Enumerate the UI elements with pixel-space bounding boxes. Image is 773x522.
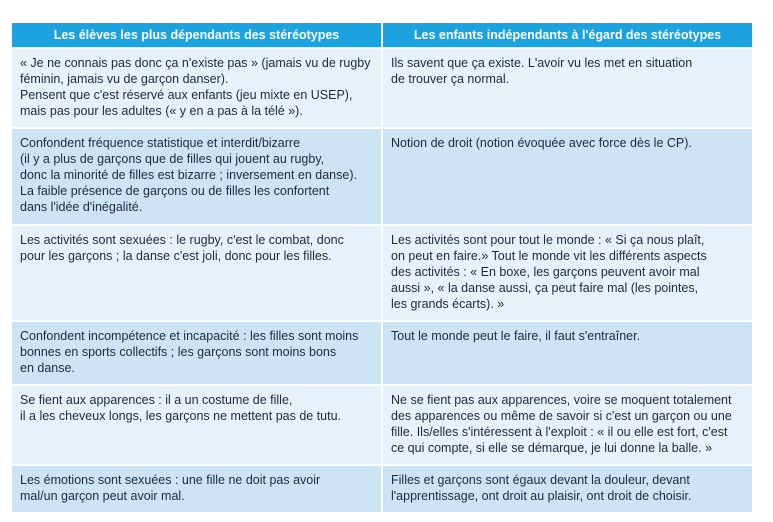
cell-line: il a les cheveux longs, les garçons ne mettent pas de tutu.: [20, 409, 342, 423]
cell-line: des apparences ou même de savoir si c'est un garçon ou une: [391, 409, 732, 423]
cell-independent: [382, 48, 752, 128]
cell-line: mais pas pour les adultes (« y en a pas à la télé »).: [20, 104, 303, 118]
cell-line: aussi », « la danse aussi, ça peut faire mal (les pointes,: [391, 281, 699, 295]
table-row: [12, 128, 752, 225]
cell-line: ce qui compte, si elle se démarque, je lui donne la balle. »: [391, 441, 713, 455]
stereotypes-table: [12, 23, 752, 512]
cell-dependent: [12, 385, 382, 465]
cell-line: Confondent fréquence statistique et interdit/bizarre: [20, 136, 301, 150]
cell-line: Notion de droit (notion évoquée avec force dès le CP).: [391, 136, 692, 150]
cell-line: on peut en faire.» Tout le monde vit les différents aspects: [391, 249, 707, 263]
cell-line: pour les garçons ; la danse c'est joli, donc pour les filles.: [20, 249, 332, 263]
stereotypes-table-container: [12, 23, 752, 512]
header-dependent-students: Les élèves les plus dépendants des stéréotypes: [12, 23, 382, 48]
cell-line: les grands écarts). »: [391, 297, 505, 311]
cell-dependent: [12, 225, 382, 321]
table-row: [12, 48, 752, 128]
cell-line: dans l'idée d'inégalité.: [20, 200, 143, 214]
cell-line: Tout le monde peut le faire, il faut s'entraîner.: [391, 329, 641, 343]
cell-independent: [382, 128, 752, 225]
cell-line: Ils savent que ça existe. L'avoir vu les met en situation: [391, 56, 693, 70]
cell-line: La faible présence de garçons ou de filles les confortent: [20, 184, 330, 198]
cell-line: donc la minorité de filles est bizarre ; inversement en danse).: [20, 168, 357, 182]
cell-line: Ne se fient pas aux apparences, voire se moquent totalement: [391, 393, 732, 407]
cell-dependent: [12, 465, 382, 512]
cell-independent: [382, 225, 752, 321]
cell-line: mal/un garçon peut avoir mal.: [20, 489, 185, 503]
cell-line: Confondent incompétence et incapacité : les filles sont moins: [20, 329, 359, 343]
cell-dependent: [12, 128, 382, 225]
cell-line: Pensent que c'est réservé aux enfants (jeu mixte en USEP),: [20, 88, 353, 102]
cell-independent: [382, 321, 752, 385]
table-header-row: [12, 23, 752, 48]
cell-line: « Je ne connais pas donc ça n'existe pas » (jamais vu de rugby: [20, 56, 371, 70]
cell-line: Les émotions sont sexuées : une fille ne doit pas avoir: [20, 473, 321, 487]
cell-independent: [382, 385, 752, 465]
cell-line: Se fient aux apparences : il a un costume de fille,: [20, 393, 293, 407]
header-independent-children: Les enfants indépendants à l'égard des stéréotypes: [382, 23, 752, 48]
table-row: [12, 225, 752, 321]
cell-line: Les activités sont pour tout le monde : « Si ça nous plaît,: [391, 233, 705, 247]
cell-line: (il y a plus de garçons que de filles qui jouent au rugby,: [20, 152, 325, 166]
cell-line: de trouver ça normal.: [391, 72, 510, 86]
cell-line: des activités : « En boxe, les garçons peuvent avoir mal: [391, 265, 700, 279]
table-row: [12, 385, 752, 465]
cell-line: Filles et garçons sont égaux devant la douleur, devant: [391, 473, 690, 487]
cell-dependent: [12, 321, 382, 385]
cell-line: Les activités sont sexuées : le rugby, c'est le combat, donc: [20, 233, 344, 247]
cell-line: en danse.: [20, 361, 75, 375]
cell-line: fille. Ils/elles s'intéressent à l'exploit : « il ou elle est fort, c'est: [391, 425, 728, 439]
cell-independent: [382, 465, 752, 512]
cell-line: féminin, jamais vu de garçon danser).: [20, 72, 229, 86]
cell-dependent: [12, 48, 382, 128]
table-row: [12, 321, 752, 385]
table-row: [12, 465, 752, 512]
cell-line: bonnes en sports collectifs ; les garçons sont moins bons: [20, 345, 337, 359]
cell-line: l'apprentissage, ont droit au plaisir, ont droit de choisir.: [391, 489, 692, 503]
